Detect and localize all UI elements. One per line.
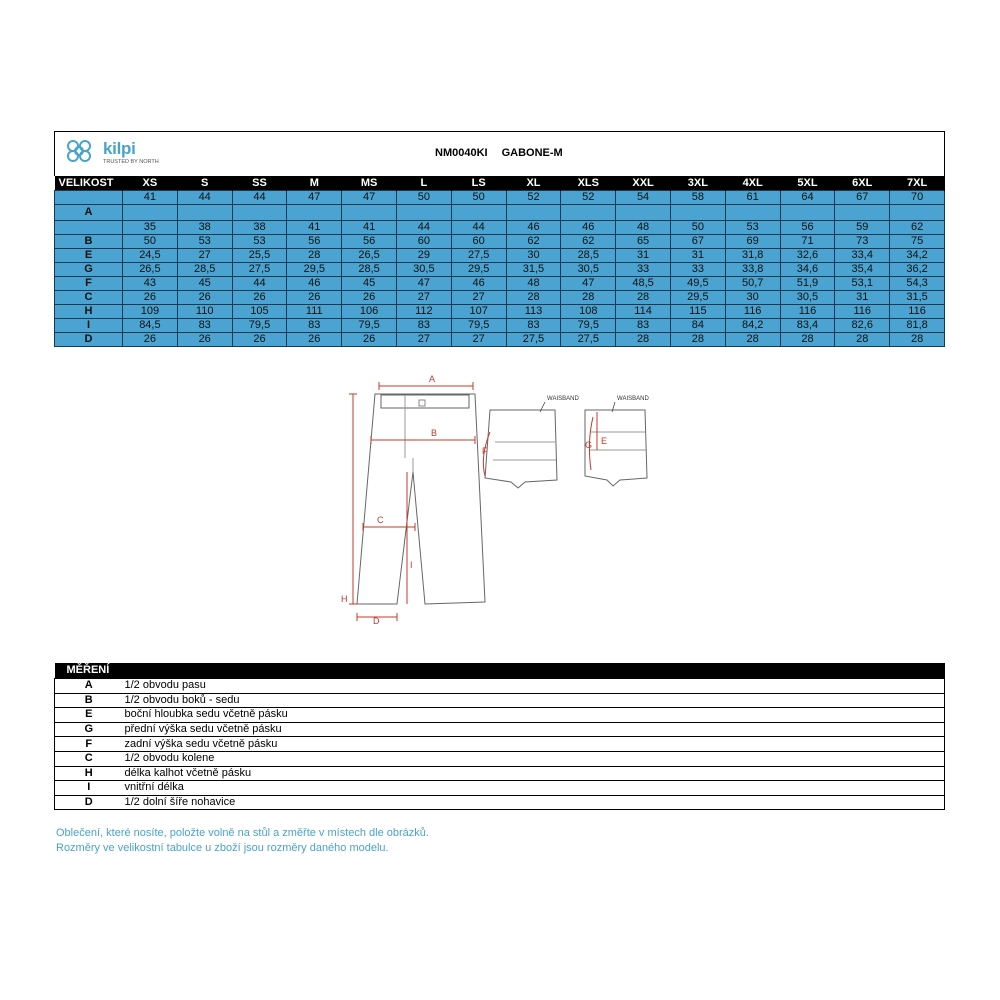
legend-key: F <box>55 737 123 752</box>
size-cell: 50 <box>670 221 725 235</box>
size-cell: 69 <box>725 235 780 249</box>
size-cell: 116 <box>725 305 780 319</box>
size-cell: 46 <box>451 277 506 291</box>
size-cell <box>670 205 725 221</box>
size-cell: 32,6 <box>780 249 835 263</box>
size-row-label: F <box>55 277 123 291</box>
size-cell: 62 <box>506 235 561 249</box>
size-cell: 47 <box>561 277 616 291</box>
size-cell: 71 <box>780 235 835 249</box>
size-cell: 27,5 <box>451 249 506 263</box>
legend-header-row <box>55 663 945 679</box>
waistband-label-2: WAISBAND <box>617 396 649 402</box>
size-header-5xl: 5XL <box>780 176 835 191</box>
size-cell: 44 <box>232 277 287 291</box>
product-code: NM0040KI <box>435 147 488 159</box>
size-cell: 83 <box>396 319 451 333</box>
size-cell: 70 <box>890 191 945 205</box>
label-h: H <box>341 594 348 604</box>
size-cell: 46 <box>287 277 342 291</box>
size-cell: 33 <box>670 263 725 277</box>
size-cell: 25,5 <box>232 249 287 263</box>
size-cell <box>561 205 616 221</box>
size-cell: 28 <box>670 333 725 347</box>
size-cell: 28 <box>616 333 671 347</box>
size-cell: 47 <box>342 191 397 205</box>
size-cell: 50,7 <box>725 277 780 291</box>
size-cell: 82,6 <box>835 319 890 333</box>
legend-key: C <box>55 751 123 766</box>
size-cell: 26 <box>342 333 397 347</box>
legend-row <box>55 781 945 796</box>
size-cell: 108 <box>561 305 616 319</box>
instruction-note-1: Oblečení, které nosíte, položte volně na stůl a změřte v místech dle obrázků. <box>56 827 429 839</box>
size-cell <box>396 205 451 221</box>
size-cell: 46 <box>561 221 616 235</box>
size-cell <box>616 205 671 221</box>
size-cell <box>890 205 945 221</box>
size-cell: 28 <box>835 333 890 347</box>
size-cell: 67 <box>670 235 725 249</box>
size-cell: 83 <box>506 319 561 333</box>
size-cell: 84 <box>670 319 725 333</box>
legend-key: G <box>55 722 123 737</box>
product-title <box>435 147 563 159</box>
size-cell: 75 <box>890 235 945 249</box>
size-header-xls: XLS <box>561 176 616 191</box>
instruction-note-2: Rozměry ve velikostní tabulce u zboží jsou rozměry daného modelu. <box>56 842 389 854</box>
size-cell: 46 <box>506 221 561 235</box>
size-cell: 33,4 <box>835 249 890 263</box>
legend-key: A <box>55 679 123 694</box>
size-row <box>55 249 945 263</box>
size-row-label: G <box>55 263 123 277</box>
size-header-label: VELIKOST <box>55 176 123 191</box>
size-row-label: C <box>55 291 123 305</box>
size-cell: 45 <box>177 277 232 291</box>
size-cell: 27,5 <box>561 333 616 347</box>
size-cell: 83,4 <box>780 319 835 333</box>
size-cell: 30,5 <box>396 263 451 277</box>
size-cell <box>451 205 506 221</box>
size-row <box>55 191 945 205</box>
size-cell: 28,5 <box>177 263 232 277</box>
size-cell: 30,5 <box>780 291 835 305</box>
size-cell: 28 <box>780 333 835 347</box>
size-cell: 34,2 <box>890 249 945 263</box>
size-cell: 38 <box>177 221 232 235</box>
legend-description: 1/2 obvodu boků - sedu <box>123 693 945 708</box>
legend-key: H <box>55 766 123 781</box>
size-row <box>55 291 945 305</box>
size-cell: 26 <box>177 333 232 347</box>
size-cell: 81,8 <box>890 319 945 333</box>
size-cell: 49,5 <box>670 277 725 291</box>
size-cell: 28 <box>616 291 671 305</box>
legend-row <box>55 737 945 752</box>
size-cell: 111 <box>287 305 342 319</box>
legend-key: E <box>55 708 123 723</box>
size-cell: 26,5 <box>123 263 178 277</box>
pants-measurement-diagram <box>335 372 655 627</box>
size-cell: 113 <box>506 305 561 319</box>
size-cell: 26 <box>287 291 342 305</box>
size-cell: 53 <box>725 221 780 235</box>
label-a: A <box>429 374 436 384</box>
size-row <box>55 263 945 277</box>
size-cell: 83 <box>287 319 342 333</box>
size-table <box>54 176 945 347</box>
size-row-label: E <box>55 249 123 263</box>
size-cell: 24,5 <box>123 249 178 263</box>
label-b: B <box>431 428 438 438</box>
legend-description: 1/2 obvodu kolene <box>123 751 945 766</box>
size-header-ms: MS <box>342 176 397 191</box>
side-panel <box>585 410 647 486</box>
size-cell: 44 <box>232 191 287 205</box>
size-cell: 116 <box>780 305 835 319</box>
size-cell: 35,4 <box>835 263 890 277</box>
size-header-6xl: 6XL <box>835 176 890 191</box>
legend-row <box>55 795 945 810</box>
label-c: C <box>377 515 384 525</box>
legend-title: MĚŘENÍ <box>55 663 945 679</box>
size-cell: 50 <box>123 235 178 249</box>
header-box <box>54 131 945 176</box>
legend-description: zadní výška sedu včetně pásku <box>123 737 945 752</box>
size-cell: 48 <box>616 221 671 235</box>
size-cell: 83 <box>177 319 232 333</box>
size-cell: 41 <box>342 221 397 235</box>
size-header-s: S <box>177 176 232 191</box>
size-cell: 34,6 <box>780 263 835 277</box>
size-row <box>55 277 945 291</box>
size-cell <box>725 205 780 221</box>
size-cell: 26 <box>342 291 397 305</box>
size-cell: 26 <box>177 291 232 305</box>
size-cell: 31,5 <box>506 263 561 277</box>
size-cell <box>177 205 232 221</box>
size-cell: 31 <box>670 249 725 263</box>
size-row-label: H <box>55 305 123 319</box>
legend-description: 1/2 obvodu pasu <box>123 679 945 694</box>
size-cell: 114 <box>616 305 671 319</box>
size-cell: 27 <box>451 333 506 347</box>
size-cell: 62 <box>561 235 616 249</box>
size-cell: 27 <box>396 291 451 305</box>
size-cell: 27,5 <box>232 263 287 277</box>
size-cell: 61 <box>725 191 780 205</box>
brand-logo <box>63 136 183 172</box>
size-cell: 50 <box>396 191 451 205</box>
size-row-label: B <box>55 235 123 249</box>
size-cell: 48,5 <box>616 277 671 291</box>
size-cell <box>506 205 561 221</box>
size-cell: 48 <box>506 277 561 291</box>
legend-row <box>55 766 945 781</box>
back-panel <box>485 410 557 488</box>
size-cell: 44 <box>177 191 232 205</box>
size-header-xxl: XXL <box>616 176 671 191</box>
size-cell: 65 <box>616 235 671 249</box>
size-row-label: D <box>55 333 123 347</box>
label-f: F <box>482 446 488 456</box>
size-cell: 30,5 <box>561 263 616 277</box>
size-cell: 52 <box>506 191 561 205</box>
size-cell: 28 <box>890 333 945 347</box>
size-row-label: I <box>55 319 123 333</box>
size-cell: 79,5 <box>561 319 616 333</box>
label-g: G <box>585 440 593 450</box>
size-cell: 27 <box>396 333 451 347</box>
size-cell: 116 <box>835 305 890 319</box>
size-cell: 53 <box>232 235 287 249</box>
size-cell: 56 <box>342 235 397 249</box>
size-header-row <box>55 176 945 191</box>
legend-description: boční hloubka sedu včetně pásku <box>123 708 945 723</box>
size-cell: 27,5 <box>506 333 561 347</box>
legend-row <box>55 708 945 723</box>
size-cell: 36,2 <box>890 263 945 277</box>
size-cell: 26 <box>287 333 342 347</box>
waistband-label-1: WAISBAND <box>547 396 579 402</box>
measurement-legend <box>54 663 945 810</box>
size-cell: 60 <box>396 235 451 249</box>
size-cell: 29,5 <box>670 291 725 305</box>
size-cell: 84,2 <box>725 319 780 333</box>
size-header-ss: SS <box>232 176 287 191</box>
size-cell: 29,5 <box>451 263 506 277</box>
size-cell: 28 <box>561 291 616 305</box>
legend-row <box>55 679 945 694</box>
size-cell: 47 <box>287 191 342 205</box>
size-cell <box>780 205 835 221</box>
size-header-7xl: 7XL <box>890 176 945 191</box>
size-cell: 54 <box>616 191 671 205</box>
legend-row <box>55 751 945 766</box>
size-cell: 67 <box>835 191 890 205</box>
size-header-4xl: 4XL <box>725 176 780 191</box>
size-cell: 52 <box>561 191 616 205</box>
size-cell: 58 <box>670 191 725 205</box>
brand-name: kilpi <box>103 139 136 158</box>
logo-knot-icon <box>63 136 99 166</box>
size-cell: 27 <box>451 291 506 305</box>
size-cell: 31 <box>835 291 890 305</box>
size-cell <box>287 205 342 221</box>
size-cell: 62 <box>890 221 945 235</box>
size-cell: 30 <box>506 249 561 263</box>
size-cell: 44 <box>451 221 506 235</box>
size-cell <box>232 205 287 221</box>
size-header-m: M <box>287 176 342 191</box>
size-cell: 41 <box>287 221 342 235</box>
size-cell: 43 <box>123 277 178 291</box>
size-cell: 50 <box>451 191 506 205</box>
size-cell: 29,5 <box>287 263 342 277</box>
size-cell: 115 <box>670 305 725 319</box>
size-cell <box>835 205 890 221</box>
size-cell: 79,5 <box>232 319 287 333</box>
legend-row <box>55 722 945 737</box>
size-cell: 110 <box>177 305 232 319</box>
size-cell: 44 <box>396 221 451 235</box>
size-cell: 56 <box>287 235 342 249</box>
legend-row <box>55 693 945 708</box>
size-row <box>55 221 945 235</box>
legend-description: 1/2 dolní šíře nohavice <box>123 795 945 810</box>
size-header-xl: XL <box>506 176 561 191</box>
size-cell: 26,5 <box>342 249 397 263</box>
size-cell: 109 <box>123 305 178 319</box>
size-cell: 33,8 <box>725 263 780 277</box>
size-cell: 84,5 <box>123 319 178 333</box>
size-cell: 79,5 <box>451 319 506 333</box>
size-cell: 31 <box>616 249 671 263</box>
size-cell: 38 <box>232 221 287 235</box>
size-cell: 106 <box>342 305 397 319</box>
size-cell: 31,5 <box>890 291 945 305</box>
size-cell: 112 <box>396 305 451 319</box>
label-i: I <box>410 560 413 570</box>
size-cell: 33 <box>616 263 671 277</box>
size-cell <box>123 205 178 221</box>
size-cell: 26 <box>123 333 178 347</box>
size-cell: 79,5 <box>342 319 397 333</box>
size-cell: 45 <box>342 277 397 291</box>
size-cell: 27 <box>177 249 232 263</box>
size-cell: 28,5 <box>561 249 616 263</box>
size-header-xs: XS <box>123 176 178 191</box>
legend-description: délka kalhot včetně pásku <box>123 766 945 781</box>
size-cell: 53,1 <box>835 277 890 291</box>
size-cell: 26 <box>232 291 287 305</box>
brand-tagline: TRUSTED BY NORTH <box>103 159 159 165</box>
size-cell: 73 <box>835 235 890 249</box>
size-cell: 28 <box>287 249 342 263</box>
label-d: D <box>373 616 380 626</box>
size-cell <box>342 205 397 221</box>
size-row <box>55 333 945 347</box>
size-cell: 51,9 <box>780 277 835 291</box>
size-row-label <box>55 221 123 235</box>
size-cell: 26 <box>123 291 178 305</box>
size-row <box>55 235 945 249</box>
label-e: E <box>601 436 608 446</box>
size-cell: 47 <box>396 277 451 291</box>
product-model: GABONE-M <box>501 147 563 159</box>
size-cell: 28,5 <box>342 263 397 277</box>
size-cell: 60 <box>451 235 506 249</box>
size-cell: 54,3 <box>890 277 945 291</box>
size-cell: 29 <box>396 249 451 263</box>
size-row-label <box>55 191 123 205</box>
size-header-l: L <box>396 176 451 191</box>
size-row <box>55 205 945 221</box>
size-row-label: A <box>55 205 123 221</box>
size-row <box>55 319 945 333</box>
legend-key: I <box>55 781 123 796</box>
size-cell: 59 <box>835 221 890 235</box>
size-cell: 83 <box>616 319 671 333</box>
size-row <box>55 305 945 319</box>
legend-description: vnitřní délka <box>123 781 945 796</box>
size-cell: 107 <box>451 305 506 319</box>
size-cell: 35 <box>123 221 178 235</box>
size-cell: 28 <box>506 291 561 305</box>
size-cell: 30 <box>725 291 780 305</box>
size-cell: 116 <box>890 305 945 319</box>
legend-description: přední výška sedu včetně pásku <box>123 722 945 737</box>
size-cell: 56 <box>780 221 835 235</box>
size-cell: 53 <box>177 235 232 249</box>
size-cell: 28 <box>725 333 780 347</box>
pants-outline <box>357 394 485 604</box>
size-header-ls: LS <box>451 176 506 191</box>
size-header-3xl: 3XL <box>670 176 725 191</box>
size-cell: 41 <box>123 191 178 205</box>
size-cell: 31,8 <box>725 249 780 263</box>
size-cell: 105 <box>232 305 287 319</box>
size-cell: 26 <box>232 333 287 347</box>
legend-key: B <box>55 693 123 708</box>
size-cell: 64 <box>780 191 835 205</box>
legend-key: D <box>55 795 123 810</box>
